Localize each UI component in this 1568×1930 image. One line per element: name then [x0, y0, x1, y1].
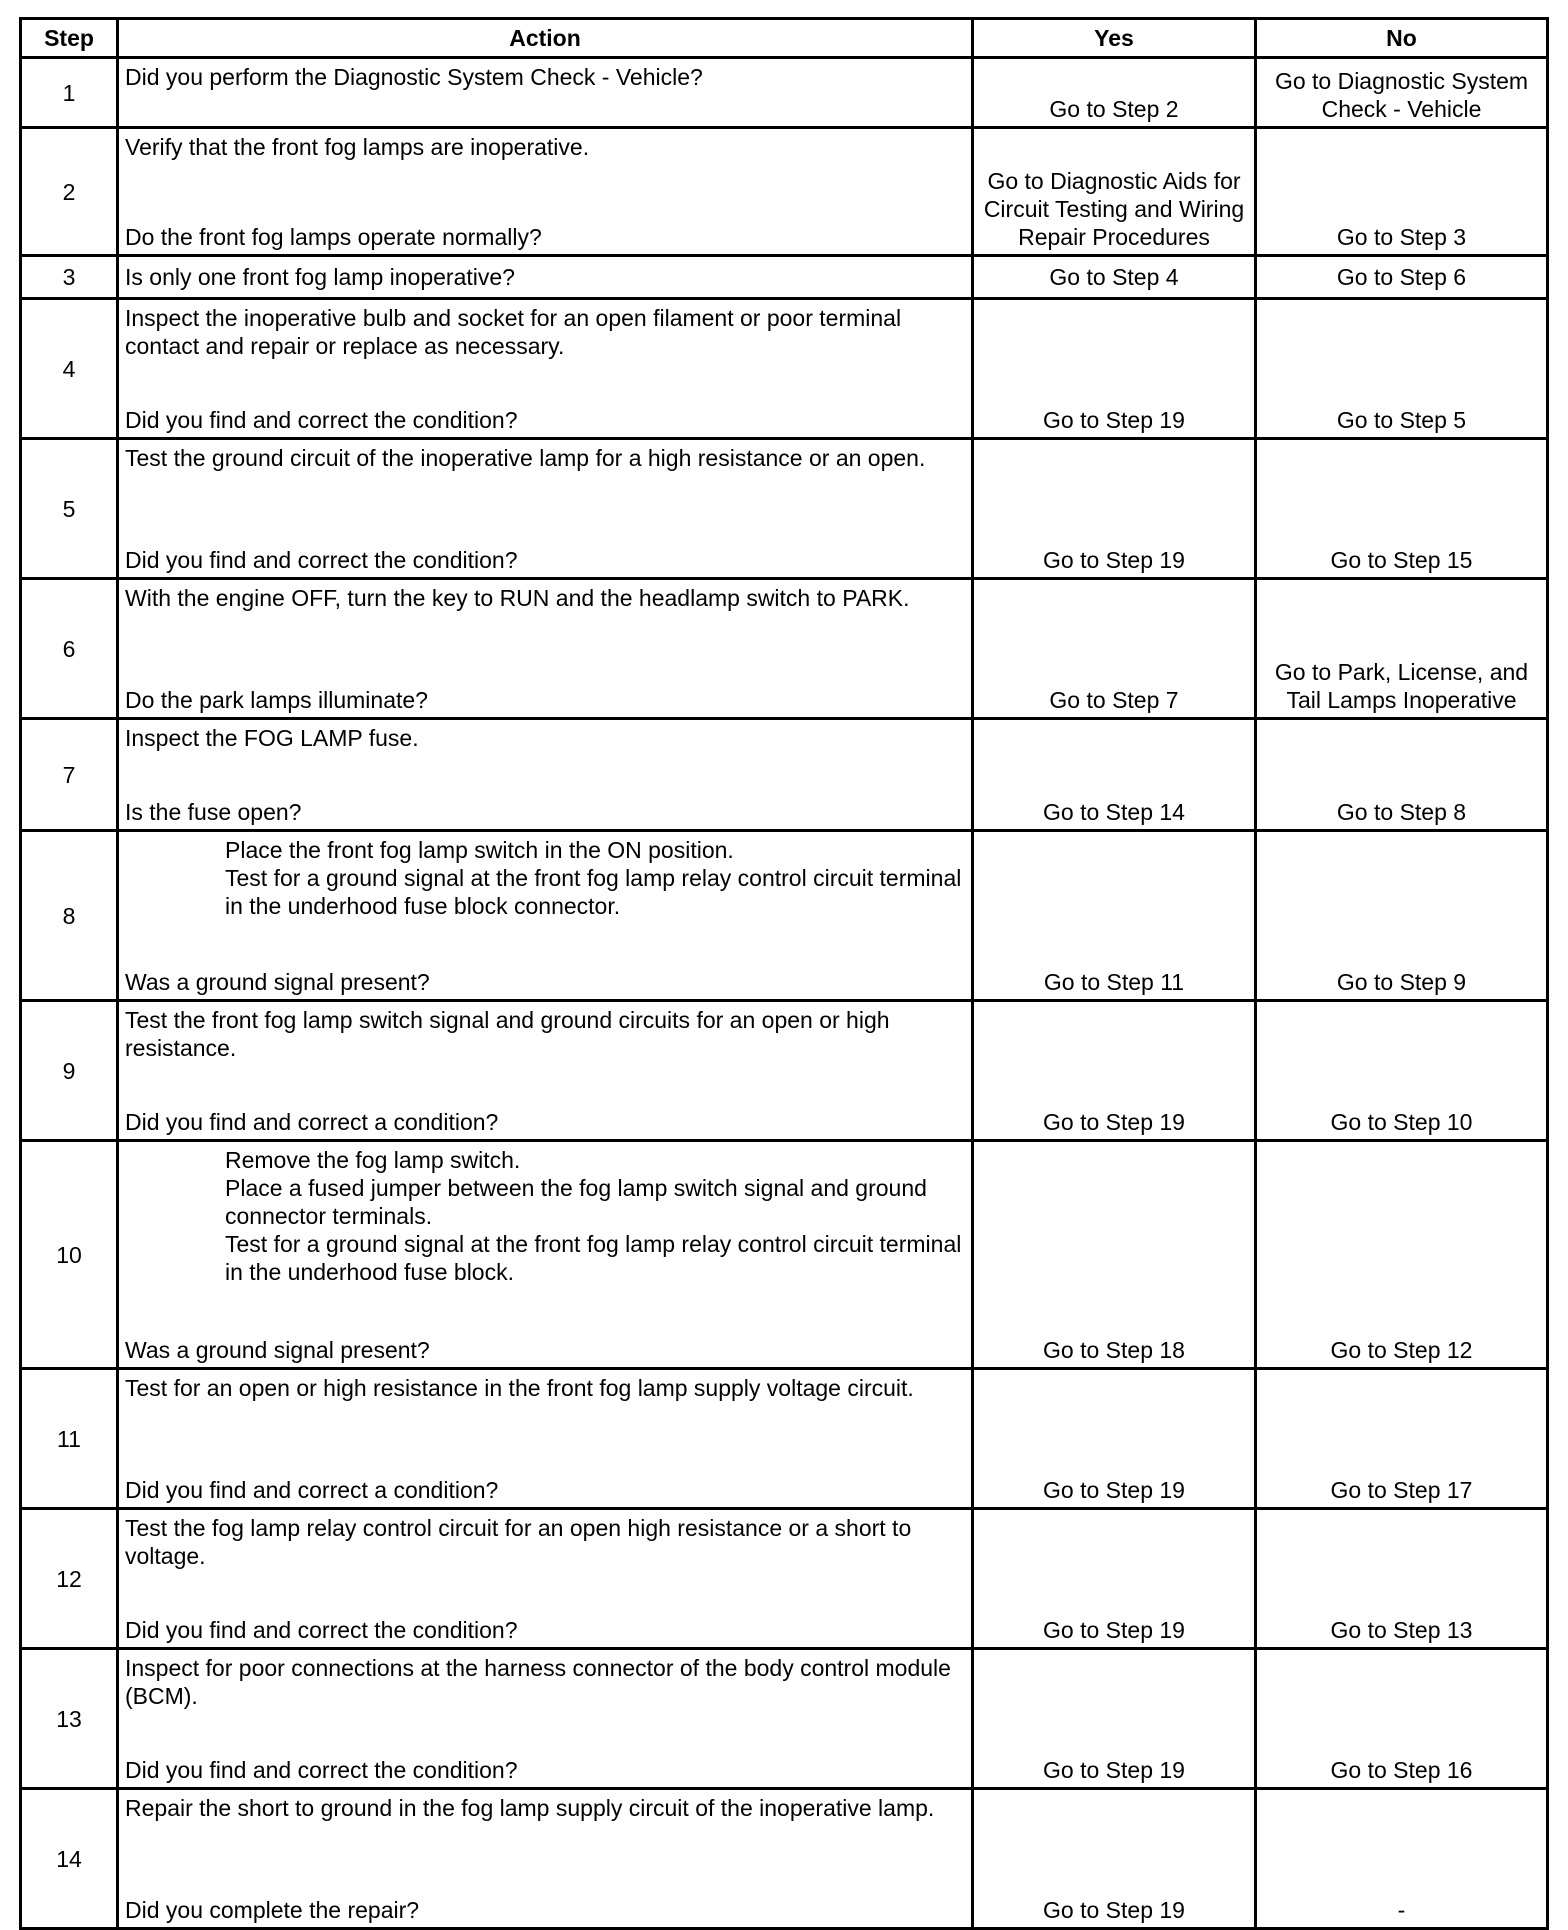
- yes-outcome: Go to Step 19: [973, 1509, 1256, 1649]
- action-cell: [118, 1649, 973, 1789]
- action-instruction: Place a fused jumper between the fog lamp switch signal and ground connector terminals.: [225, 1175, 927, 1229]
- no-outcome: Go to Step 6: [1256, 256, 1548, 299]
- step-number: 6: [21, 579, 118, 719]
- action-question: Did you complete the repair?: [125, 1897, 420, 1923]
- yes-outcome: Go to Step 18: [973, 1141, 1256, 1369]
- action-question: Do the park lamps illuminate?: [125, 687, 428, 713]
- table-row: [21, 1141, 1548, 1369]
- step-number: 2: [21, 128, 118, 256]
- no-outcome: Go to Park, License, and Tail Lamps Inoperative: [1256, 579, 1548, 719]
- step-number: 3: [21, 256, 118, 299]
- action-instruction: Inspect the FOG LAMP fuse.: [125, 725, 419, 751]
- header-action: Action: [118, 19, 973, 58]
- no-outcome: Go to Step 8: [1256, 719, 1548, 831]
- action-instruction: Inspect for poor connections at the harness connector of the body control module (BCM).: [125, 1655, 951, 1709]
- table-row: [21, 831, 1548, 1001]
- table-row: [21, 719, 1548, 831]
- table-row: [21, 256, 1548, 299]
- no-outcome: Go to Step 17: [1256, 1369, 1548, 1509]
- step-number: 4: [21, 299, 118, 439]
- action-cell: [118, 1509, 973, 1649]
- action-cell: [118, 439, 973, 579]
- action-instruction: Did you perform the Diagnostic System Check - Vehicle?: [125, 64, 703, 90]
- diagnostic-table: [19, 17, 1549, 1930]
- action-question: Is the fuse open?: [125, 799, 302, 825]
- action-cell: [118, 1141, 973, 1369]
- action-cell: [118, 1789, 973, 1929]
- table-row: [21, 58, 1548, 128]
- table-row: [21, 1789, 1548, 1929]
- step-number: 5: [21, 439, 118, 579]
- action-question: Did you find and correct the condition?: [125, 1617, 518, 1643]
- action-instruction: Is only one front fog lamp inoperative?: [125, 264, 515, 290]
- action-cell: [118, 719, 973, 831]
- no-outcome: Go to Step 9: [1256, 831, 1548, 1001]
- action-instruction: Test for a ground signal at the front fog lamp relay control circuit terminal in the underhood fuse block.: [225, 1231, 962, 1285]
- action-instruction: Remove the fog lamp switch.: [225, 1147, 521, 1173]
- action-question: Did you find and correct the condition?: [125, 1757, 518, 1783]
- action-instruction: Test the front fog lamp switch signal and ground circuits for an open or high resistance.: [125, 1007, 890, 1061]
- action-question: Was a ground signal present?: [125, 1337, 430, 1363]
- action-cell: [118, 1001, 973, 1141]
- yes-outcome: Go to Step 19: [973, 439, 1256, 579]
- step-number: 12: [21, 1509, 118, 1649]
- yes-outcome: Go to Step 7: [973, 579, 1256, 719]
- yes-outcome: Go to Step 14: [973, 719, 1256, 831]
- table-row: [21, 1369, 1548, 1509]
- table-row: [21, 128, 1548, 256]
- action-instruction: Test for a ground signal at the front fog lamp relay control circuit terminal in the underhood fuse block connector.: [225, 865, 962, 919]
- yes-outcome: Go to Step 19: [973, 299, 1256, 439]
- step-number: 10: [21, 1141, 118, 1369]
- action-question: Did you find and correct a condition?: [125, 1477, 499, 1503]
- no-outcome: Go to Step 15: [1256, 439, 1548, 579]
- yes-outcome: Go to Step 2: [973, 58, 1256, 128]
- action-cell: [118, 256, 973, 299]
- yes-outcome: Go to Step 19: [973, 1789, 1256, 1929]
- yes-outcome: Go to Step 19: [973, 1649, 1256, 1789]
- action-question: Did you find and correct the condition?: [125, 547, 518, 573]
- action-question: Did you find and correct the condition?: [125, 407, 518, 433]
- action-question: Do the front fog lamps operate normally?: [125, 224, 542, 250]
- no-outcome: Go to Step 3: [1256, 128, 1548, 256]
- header-step: Step: [21, 19, 118, 58]
- no-outcome: Go to Step 12: [1256, 1141, 1548, 1369]
- action-instruction: Place the front fog lamp switch in the ON position.: [225, 837, 734, 863]
- table-row: [21, 1509, 1548, 1649]
- no-outcome: Go to Step 16: [1256, 1649, 1548, 1789]
- action-instruction: Inspect the inoperative bulb and socket for an open filament or poor terminal contact and repair or replace as necessary.: [125, 305, 902, 359]
- yes-outcome: Go to Step 4: [973, 256, 1256, 299]
- action-instruction: With the engine OFF, turn the key to RUN and the headlamp switch to PARK.: [125, 585, 910, 611]
- no-outcome: Go to Step 5: [1256, 299, 1548, 439]
- action-instruction: Test for an open or high resistance in the front fog lamp supply voltage circuit.: [125, 1375, 914, 1401]
- yes-outcome: Go to Step 11: [973, 831, 1256, 1001]
- step-number: 14: [21, 1789, 118, 1929]
- action-cell: [118, 579, 973, 719]
- table-row: [21, 579, 1548, 719]
- no-outcome: Go to Diagnostic System Check - Vehicle: [1256, 58, 1548, 128]
- step-number: 1: [21, 58, 118, 128]
- action-instruction: Test the fog lamp relay control circuit for an open high resistance or a short to voltage.: [125, 1515, 912, 1569]
- step-number: 7: [21, 719, 118, 831]
- action-question: Was a ground signal present?: [125, 969, 430, 995]
- action-cell: [118, 299, 973, 439]
- table-body: [21, 58, 1548, 1929]
- no-outcome: Go to Step 10: [1256, 1001, 1548, 1141]
- no-outcome: -: [1256, 1789, 1548, 1929]
- step-number: 13: [21, 1649, 118, 1789]
- action-instruction: Verify that the front fog lamps are inoperative.: [125, 134, 590, 160]
- step-number: 8: [21, 831, 118, 1001]
- action-cell: [118, 831, 973, 1001]
- table-row: [21, 1001, 1548, 1141]
- header-no: No: [1256, 19, 1548, 58]
- table-row: [21, 439, 1548, 579]
- action-cell: [118, 1369, 973, 1509]
- no-outcome: Go to Step 13: [1256, 1509, 1548, 1649]
- header-yes: Yes: [973, 19, 1256, 58]
- step-number: 9: [21, 1001, 118, 1141]
- action-instruction: Repair the short to ground in the fog lamp supply circuit of the inoperative lamp.: [125, 1795, 935, 1821]
- action-question: Did you find and correct a condition?: [125, 1109, 499, 1135]
- action-cell: [118, 128, 973, 256]
- table-row: [21, 1649, 1548, 1789]
- yes-outcome: Go to Step 19: [973, 1369, 1256, 1509]
- action-cell: [118, 58, 973, 128]
- table-header-row: [21, 19, 1548, 58]
- step-number: 11: [21, 1369, 118, 1509]
- yes-outcome: Go to Step 19: [973, 1001, 1256, 1141]
- action-instruction: Test the ground circuit of the inoperative lamp for a high resistance or an open.: [125, 445, 926, 471]
- table-row: [21, 299, 1548, 439]
- yes-outcome: Go to Diagnostic Aids for Circuit Testing and Wiring Repair Procedures: [973, 128, 1256, 256]
